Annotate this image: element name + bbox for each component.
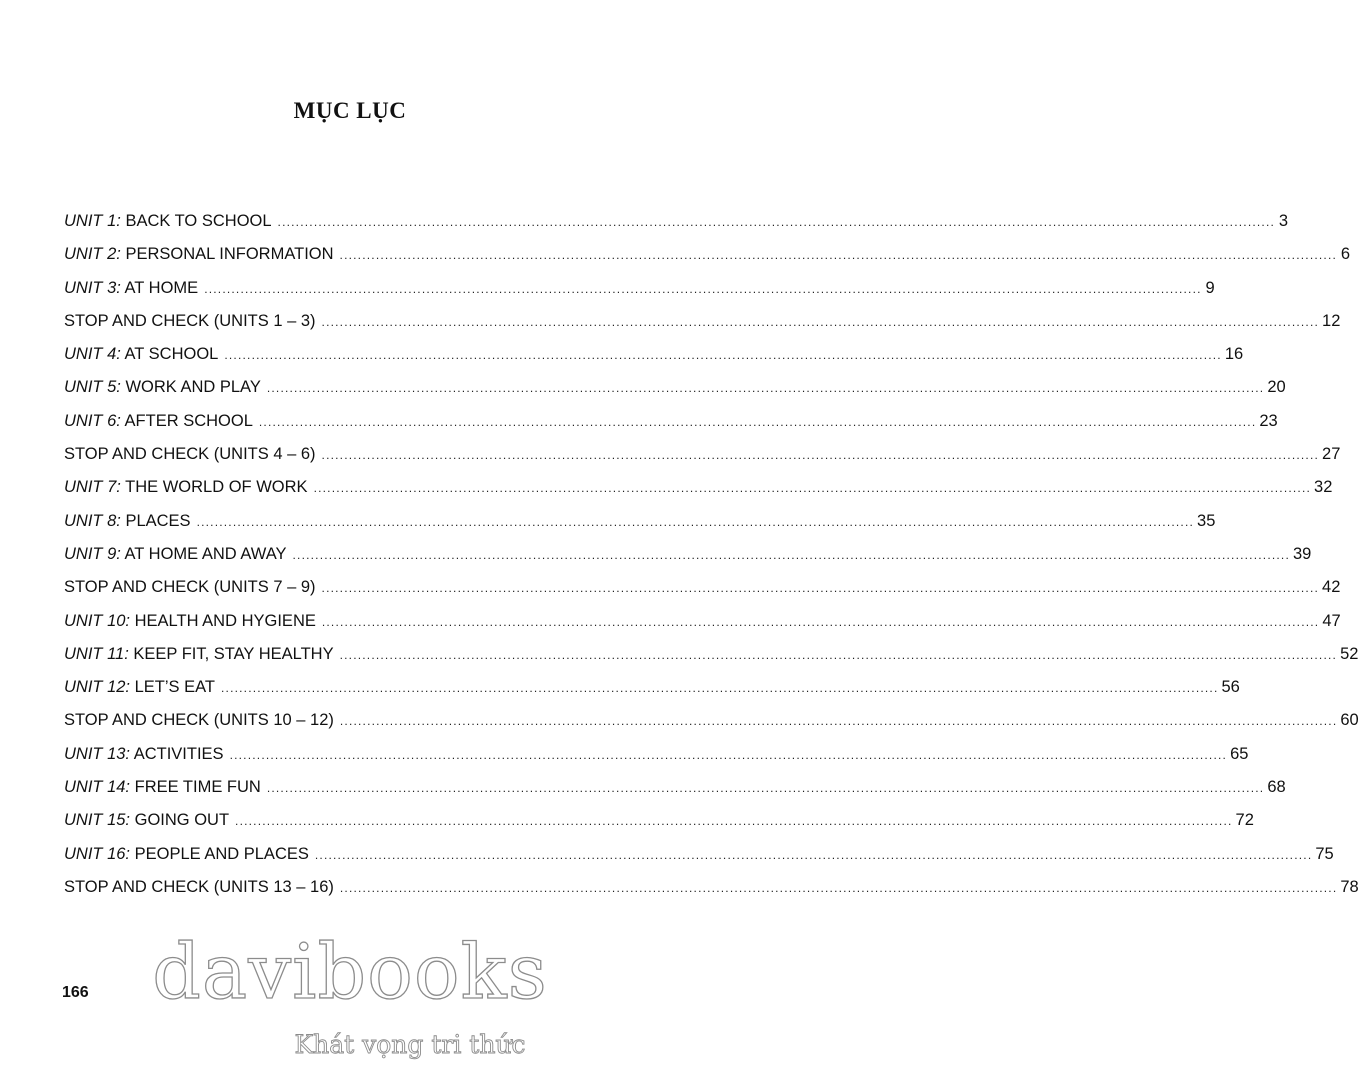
toc-entry-page: 52 <box>1340 644 1359 663</box>
page-number: 166 <box>62 984 89 1001</box>
toc-entry-page: 9 <box>1205 278 1215 297</box>
toc-unit-number: UNIT 5: <box>64 378 121 397</box>
toc-entry-label <box>64 312 316 331</box>
dot-leader: ............................................................................................................................................................................................................................ <box>266 381 1265 396</box>
toc-unit-number: UNIT 6: <box>64 411 121 430</box>
toc-entry-title: HEALTH AND HYGIENE <box>134 611 316 630</box>
dot-leader: ............................................................................................................................................................................................................................ <box>221 681 1219 696</box>
toc-entry-page: 42 <box>1322 578 1341 597</box>
toc-unit-number: UNIT 1: <box>64 212 121 230</box>
toc-entry <box>64 478 1333 511</box>
table-of-contents <box>64 212 1359 911</box>
toc-entry-label <box>64 745 224 764</box>
toc-entry-page: 75 <box>1315 844 1334 863</box>
toc-entry-label <box>64 545 287 564</box>
toc-entry <box>64 445 1341 478</box>
toc-entry <box>64 245 1351 278</box>
toc-entry-label <box>64 678 215 697</box>
toc-entry <box>64 345 1244 378</box>
toc-entry-title: GOING OUT <box>134 811 230 830</box>
toc-entry-label <box>64 711 334 730</box>
dot-leader: ............................................................................................................................................................................................................................ <box>204 281 1202 296</box>
toc-entry <box>64 744 1249 778</box>
toc-entry-label <box>64 878 334 897</box>
toc-entry-page: 60 <box>1340 711 1359 730</box>
dot-leader: ............................................................................................................................................................................................................................ <box>258 414 1257 429</box>
toc-entry-page: 56 <box>1221 678 1240 697</box>
dot-leader: ............................................................................................................................................................................................................................ <box>321 581 1320 596</box>
toc-entry-page: 68 <box>1267 778 1286 797</box>
toc-entry <box>64 378 1286 411</box>
toc-entry <box>64 711 1359 744</box>
toc-entry <box>64 778 1286 811</box>
dot-leader: ............................................................................................................................................................................................................................ <box>266 781 1265 796</box>
toc-entry-label <box>64 212 272 231</box>
toc-entry-label <box>64 845 309 864</box>
toc-unit-number: UNIT 2: <box>64 245 121 264</box>
toc-entry <box>64 411 1278 445</box>
toc-entry-title: STOP AND CHECK (UNITS 13 – 16) <box>64 877 334 896</box>
toc-unit-number: UNIT 11: <box>64 644 129 663</box>
toc-entry-title: WORK AND PLAY <box>125 378 261 397</box>
toc-entry <box>64 678 1240 711</box>
toc-unit-number: UNIT 3: <box>64 278 121 297</box>
toc-entry-page: 20 <box>1267 378 1286 397</box>
toc-entry <box>64 544 1312 578</box>
toc-entry <box>64 578 1341 611</box>
toc-unit-number: UNIT 16: <box>64 844 131 863</box>
toc-entry-page: 3 <box>1278 212 1289 230</box>
toc-unit-number: UNIT 13: <box>64 744 131 763</box>
toc-entry <box>64 278 1215 312</box>
toc-entry-page: 78 <box>1340 877 1359 896</box>
toc-unit-number: UNIT 10: <box>64 611 131 630</box>
toc-entry-page: 27 <box>1322 445 1341 464</box>
toc-entry-page: 72 <box>1235 811 1254 830</box>
dot-leader: ............................................................................................................................................................................................................................ <box>339 880 1338 895</box>
toc-unit-number: UNIT 8: <box>64 511 121 530</box>
dot-leader: ............................................................................................................................................................................................................................ <box>196 514 1195 529</box>
toc-entry <box>64 811 1254 844</box>
toc-entry <box>64 877 1359 911</box>
toc-entry-page: 65 <box>1230 744 1249 763</box>
toc-entry-label <box>64 245 334 264</box>
toc-entry <box>64 212 1289 245</box>
toc-entry-page: 39 <box>1293 544 1312 563</box>
toc-entry-title: AT HOME <box>124 278 199 297</box>
toc-entry-title: AFTER SCHOOL <box>124 411 253 430</box>
toc-entry-title: AT SCHOOL <box>124 345 219 364</box>
dot-leader: ............................................................................................................................................................................................................................ <box>313 481 1312 496</box>
toc-entry-title: PLACES <box>125 511 191 530</box>
toc-entry-page: 16 <box>1224 345 1244 364</box>
toc-entry-title: ACTIVITIES <box>133 744 224 763</box>
watermark-slogan: Khát vọng tri thức <box>294 1030 526 1059</box>
dot-leader: ............................................................................................................................................................................................................................ <box>235 814 1233 829</box>
toc-entry-title: STOP AND CHECK (UNITS 4 – 6) <box>64 445 316 464</box>
toc-entry-page: 12 <box>1322 311 1341 330</box>
toc-entry <box>64 844 1334 878</box>
toc-entry-title: PEOPLE AND PLACES <box>134 844 309 863</box>
toc-entry-label <box>64 378 261 397</box>
toc-entry-label <box>64 578 316 597</box>
toc-entry-label <box>64 478 308 497</box>
toc-entry-title: STOP AND CHECK (UNITS 7 – 9) <box>64 578 316 597</box>
toc-entry-label <box>64 811 229 830</box>
page-title: MỤC LỤC <box>293 98 407 123</box>
toc-entry-page: 23 <box>1259 411 1278 430</box>
toc-entry-title: THE WORLD OF WORK <box>125 478 308 497</box>
toc-entry-label <box>64 778 261 797</box>
toc-entry <box>64 644 1359 678</box>
toc-unit-number: UNIT 7: <box>64 478 121 497</box>
toc-entry-page: 47 <box>1322 611 1341 630</box>
toc-unit-number: UNIT 4: <box>64 345 121 364</box>
toc-unit-number: UNIT 14: <box>64 778 131 797</box>
dot-leader: ............................................................................................................................................................................................................................ <box>224 348 1222 363</box>
toc-entry <box>64 511 1216 545</box>
toc-unit-number: UNIT 9: <box>64 544 121 563</box>
dot-leader: ............................................................................................................................................................................................................................ <box>314 847 1313 862</box>
toc-entry-label <box>64 345 218 364</box>
toc-entry-page: 35 <box>1197 511 1216 530</box>
toc-entry-title: STOP AND CHECK (UNITS 1 – 3) <box>64 311 316 330</box>
toc-entry <box>64 311 1341 345</box>
toc-entry <box>64 611 1341 645</box>
toc-entry-title: AT HOME AND AWAY <box>124 544 287 563</box>
toc-entry-title: BACK TO SCHOOL <box>125 212 272 230</box>
toc-unit-number: UNIT 12: <box>64 678 131 697</box>
dot-leader: ............................................................................................................................................................................................................................ <box>321 314 1320 329</box>
toc-entry-label <box>64 645 334 664</box>
toc-entry-label <box>64 279 198 298</box>
dot-leader: ............................................................................................................................................................................................................................ <box>339 647 1338 662</box>
dot-leader: ............................................................................................................................................................................................................................ <box>321 614 1320 629</box>
toc-entry-label <box>64 512 191 531</box>
toc-entry-page: 6 <box>1340 245 1351 264</box>
toc-entry-label <box>64 612 316 631</box>
dot-leader: ............................................................................................................................................................................................................................ <box>339 714 1338 729</box>
toc-entry-label <box>64 445 316 464</box>
toc-unit-number: UNIT 15: <box>64 811 131 830</box>
toc-entry-page: 32 <box>1314 478 1333 497</box>
toc-entry-title: FREE TIME FUN <box>134 778 261 797</box>
watermark-logo: davibooks <box>152 927 548 1016</box>
toc-entry-title: KEEP FIT, STAY HEALTHY <box>133 644 334 663</box>
toc-entry-title: STOP AND CHECK (UNITS 10 – 12) <box>64 711 334 730</box>
dot-leader: ............................................................................................................................................................................................................................ <box>229 747 1228 762</box>
dot-leader: ............................................................................................................................................................................................................................ <box>292 547 1290 562</box>
toc-entry-title: PERSONAL INFORMATION <box>125 245 334 264</box>
toc-entry-title: LET’S EAT <box>134 678 216 697</box>
dot-leader: ............................................................................................................................................................................................................................ <box>277 215 1276 229</box>
dot-leader: ............................................................................................................................................................................................................................ <box>321 448 1320 463</box>
dot-leader: ............................................................................................................................................................................................................................ <box>339 248 1338 263</box>
toc-entry-label <box>64 412 253 431</box>
